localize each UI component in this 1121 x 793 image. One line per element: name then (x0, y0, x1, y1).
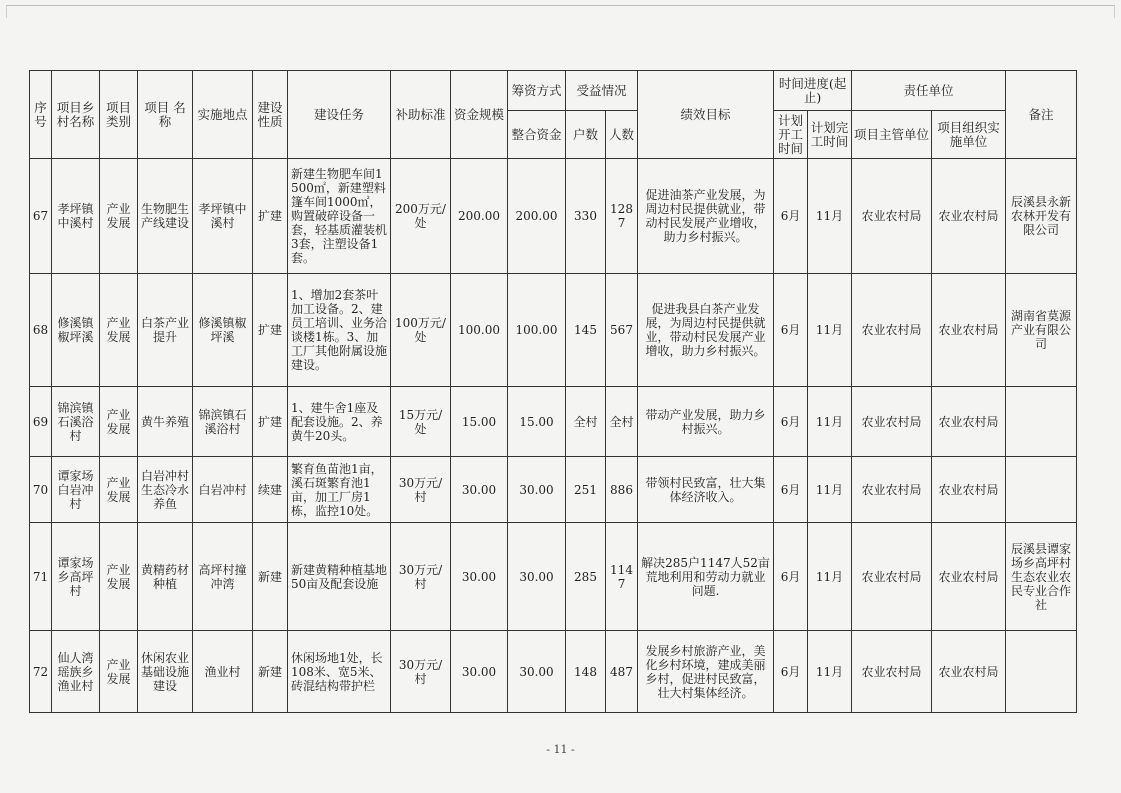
cell-resp-impl: 农业农村局 (932, 387, 1006, 457)
cell-scale: 30.00 (451, 457, 508, 523)
cell-remark: 辰溪县谭家场乡高坪村生态农业农民专业合作社 (1006, 523, 1077, 631)
cell-location: 白岩冲村 (193, 457, 253, 523)
header-scale: 资金规模 (451, 71, 508, 159)
cell-subsidy: 30万元/村 (391, 523, 451, 631)
cell-task: 休闲场地1处，长108米、宽5米、砖混结构带护栏 (288, 631, 391, 713)
cell-households: 148 (566, 631, 606, 713)
header-village: 项目乡村名称 (52, 71, 100, 159)
cell-scale: 30.00 (451, 523, 508, 631)
cell-task: 新建黄精种植基地50亩及配套设施 (288, 523, 391, 631)
cell-end: 11月 (808, 523, 852, 631)
page-number: - 11 - (546, 743, 575, 756)
cell-resp-main: 农业农村局 (852, 159, 932, 274)
header-location: 实施地点 (193, 71, 253, 159)
cell-name: 白茶产业提升 (138, 274, 193, 387)
header-start: 计划开工时间 (774, 111, 808, 159)
cell-scale: 30.00 (451, 631, 508, 713)
cell-funding: 200.00 (508, 159, 566, 274)
cell-remark (1006, 457, 1077, 523)
header-task: 建设任务 (288, 71, 391, 159)
cell-remark (1006, 631, 1077, 713)
cell-performance: 带领村民致富，壮大集体经济收入。 (638, 457, 774, 523)
header-performance: 绩效目标 (638, 71, 774, 159)
cell-resp-impl: 农业农村局 (932, 631, 1006, 713)
cell-seq: 71 (30, 523, 52, 631)
table-row (30, 274, 1077, 387)
cell-end: 11月 (808, 274, 852, 387)
cell-people: 1147 (606, 523, 638, 631)
cell-category: 产业发展 (100, 631, 138, 713)
cell-nature: 新建 (253, 523, 288, 631)
cell-location: 孝坪镇中溪村 (193, 159, 253, 274)
cell-category: 产业发展 (100, 457, 138, 523)
cell-location: 渔业村 (193, 631, 253, 713)
project-table (29, 70, 1077, 713)
cell-village: 孝坪镇中溪村 (52, 159, 100, 274)
cell-start: 6月 (774, 523, 808, 631)
cell-resp-main: 农业农村局 (852, 274, 932, 387)
cell-village: 仙人湾瑶族乡渔业村 (52, 631, 100, 713)
cell-nature: 新建 (253, 631, 288, 713)
cell-remark: 辰溪县永新农林开发有限公司 (1006, 159, 1077, 274)
header-funding-group: 筹资方式 (508, 71, 566, 111)
cell-performance: 发展乡村旅游产业，美化乡村环境，建成美丽乡村，促进村民致富，壮大村集体经济。 (638, 631, 774, 713)
cell-resp-impl: 农业农村局 (932, 274, 1006, 387)
cell-funding: 30.00 (508, 631, 566, 713)
cell-location: 锦滨镇石溪浴村 (193, 387, 253, 457)
cell-households: 145 (566, 274, 606, 387)
header-benefit-group: 受益情况 (566, 71, 638, 111)
table-row (30, 159, 1077, 274)
cell-resp-main: 农业农村局 (852, 387, 932, 457)
cell-seq: 72 (30, 631, 52, 713)
cell-task: 1、增加2套茶叶加工设备。2、建员工培训、业务洽谈楼1栋。3、加工厂其他附属设施建设。 (288, 274, 391, 387)
cell-category: 产业发展 (100, 274, 138, 387)
cell-seq: 67 (30, 159, 52, 274)
cell-people: 567 (606, 274, 638, 387)
cell-performance: 促进我县白茶产业发展，为周边村民提供就业，带动村民发展产业增收，助力乡村振兴。 (638, 274, 774, 387)
header-households: 户数 (566, 111, 606, 159)
cell-location: 修溪镇椒坪溪 (193, 274, 253, 387)
cell-seq: 70 (30, 457, 52, 523)
cell-end: 11月 (808, 387, 852, 457)
cell-location: 高坪村撞冲湾 (193, 523, 253, 631)
cell-category: 产业发展 (100, 387, 138, 457)
cell-task: 1、建牛舍1座及配套设施。2、养黄牛20头。 (288, 387, 391, 457)
cell-scale: 100.00 (451, 274, 508, 387)
cell-start: 6月 (774, 457, 808, 523)
cell-resp-impl: 农业农村局 (932, 457, 1006, 523)
header-resp-impl: 项目组织实施单位 (932, 111, 1006, 159)
table-row (30, 523, 1077, 631)
cell-performance: 解决285户1147人52亩荒地利用和劳动力就业问题. (638, 523, 774, 631)
cell-resp-main: 农业农村局 (852, 523, 932, 631)
cell-funding: 30.00 (508, 523, 566, 631)
cell-village: 锦滨镇石溪浴村 (52, 387, 100, 457)
table-row (30, 387, 1077, 457)
cell-remark: 湖南省莫源产业有限公司 (1006, 274, 1077, 387)
cell-village: 修溪镇椒坪溪 (52, 274, 100, 387)
header-time-group: 时间进度(起止) (774, 71, 852, 111)
cell-people: 487 (606, 631, 638, 713)
cell-funding: 30.00 (508, 457, 566, 523)
scan-edge (6, 5, 1115, 18)
cell-start: 6月 (774, 159, 808, 274)
cell-task: 繁育鱼苗池1亩，溪石斑繁育池1亩，加工厂房1栋，监控10处。 (288, 457, 391, 523)
cell-category: 产业发展 (100, 523, 138, 631)
cell-people: 全村 (606, 387, 638, 457)
cell-households: 全村 (566, 387, 606, 457)
header-remark: 备注 (1006, 71, 1077, 159)
cell-end: 11月 (808, 457, 852, 523)
cell-funding: 100.00 (508, 274, 566, 387)
cell-subsidy: 30万元/村 (391, 631, 451, 713)
cell-resp-main: 农业农村局 (852, 457, 932, 523)
header-funding-integrated: 整合资金 (508, 111, 566, 159)
header-subsidy: 补助标准 (391, 71, 451, 159)
cell-households: 330 (566, 159, 606, 274)
cell-resp-main: 农业农村局 (852, 631, 932, 713)
cell-subsidy: 200万元/处 (391, 159, 451, 274)
cell-scale: 200.00 (451, 159, 508, 274)
cell-village: 谭家场乡高坪村 (52, 523, 100, 631)
cell-name: 生物肥生产线建设 (138, 159, 193, 274)
cell-performance: 带动产业发展，助力乡村振兴。 (638, 387, 774, 457)
cell-task: 新建生物肥车间1500㎡，新建塑料篷车间1000㎡，购置破碎设备一套，轻基质灌装机3套，注塑设备1套。 (288, 159, 391, 274)
cell-people: 886 (606, 457, 638, 523)
header-nature: 建设性质 (253, 71, 288, 159)
cell-households: 251 (566, 457, 606, 523)
cell-remark (1006, 387, 1077, 457)
cell-name: 黄精药材种植 (138, 523, 193, 631)
cell-name: 黄牛养殖 (138, 387, 193, 457)
cell-subsidy: 15万元/处 (391, 387, 451, 457)
table-row (30, 631, 1077, 713)
header-seq: 序号 (30, 71, 52, 159)
cell-name: 休闲农业基础设施建设 (138, 631, 193, 713)
cell-subsidy: 100万元/处 (391, 274, 451, 387)
header-resp-main: 项目主管单位 (852, 111, 932, 159)
table-row (30, 457, 1077, 523)
cell-end: 11月 (808, 159, 852, 274)
cell-funding: 15.00 (508, 387, 566, 457)
cell-performance: 促进油茶产业发展，为周边村民提供就业，带动村民发展产业增收，助力乡村振兴。 (638, 159, 774, 274)
cell-people: 1287 (606, 159, 638, 274)
cell-resp-impl: 农业农村局 (932, 159, 1006, 274)
cell-households: 285 (566, 523, 606, 631)
cell-start: 6月 (774, 274, 808, 387)
cell-nature: 扩建 (253, 387, 288, 457)
cell-village: 谭家场白岩冲村 (52, 457, 100, 523)
cell-seq: 68 (30, 274, 52, 387)
cell-resp-impl: 农业农村局 (932, 523, 1006, 631)
cell-category: 产业发展 (100, 159, 138, 274)
header-end: 计划完工时间 (808, 111, 852, 159)
cell-nature: 扩建 (253, 159, 288, 274)
header-name: 项目 名称 (138, 71, 193, 159)
cell-scale: 15.00 (451, 387, 508, 457)
header-resp-group: 责任单位 (852, 71, 1006, 111)
cell-nature: 续建 (253, 457, 288, 523)
cell-subsidy: 30万元/村 (391, 457, 451, 523)
cell-nature: 扩建 (253, 274, 288, 387)
cell-start: 6月 (774, 631, 808, 713)
cell-end: 11月 (808, 631, 852, 713)
header-category: 项目类别 (100, 71, 138, 159)
cell-seq: 69 (30, 387, 52, 457)
header-people: 人数 (606, 111, 638, 159)
cell-start: 6月 (774, 387, 808, 457)
cell-name: 白岩冲村生态冷水养鱼 (138, 457, 193, 523)
